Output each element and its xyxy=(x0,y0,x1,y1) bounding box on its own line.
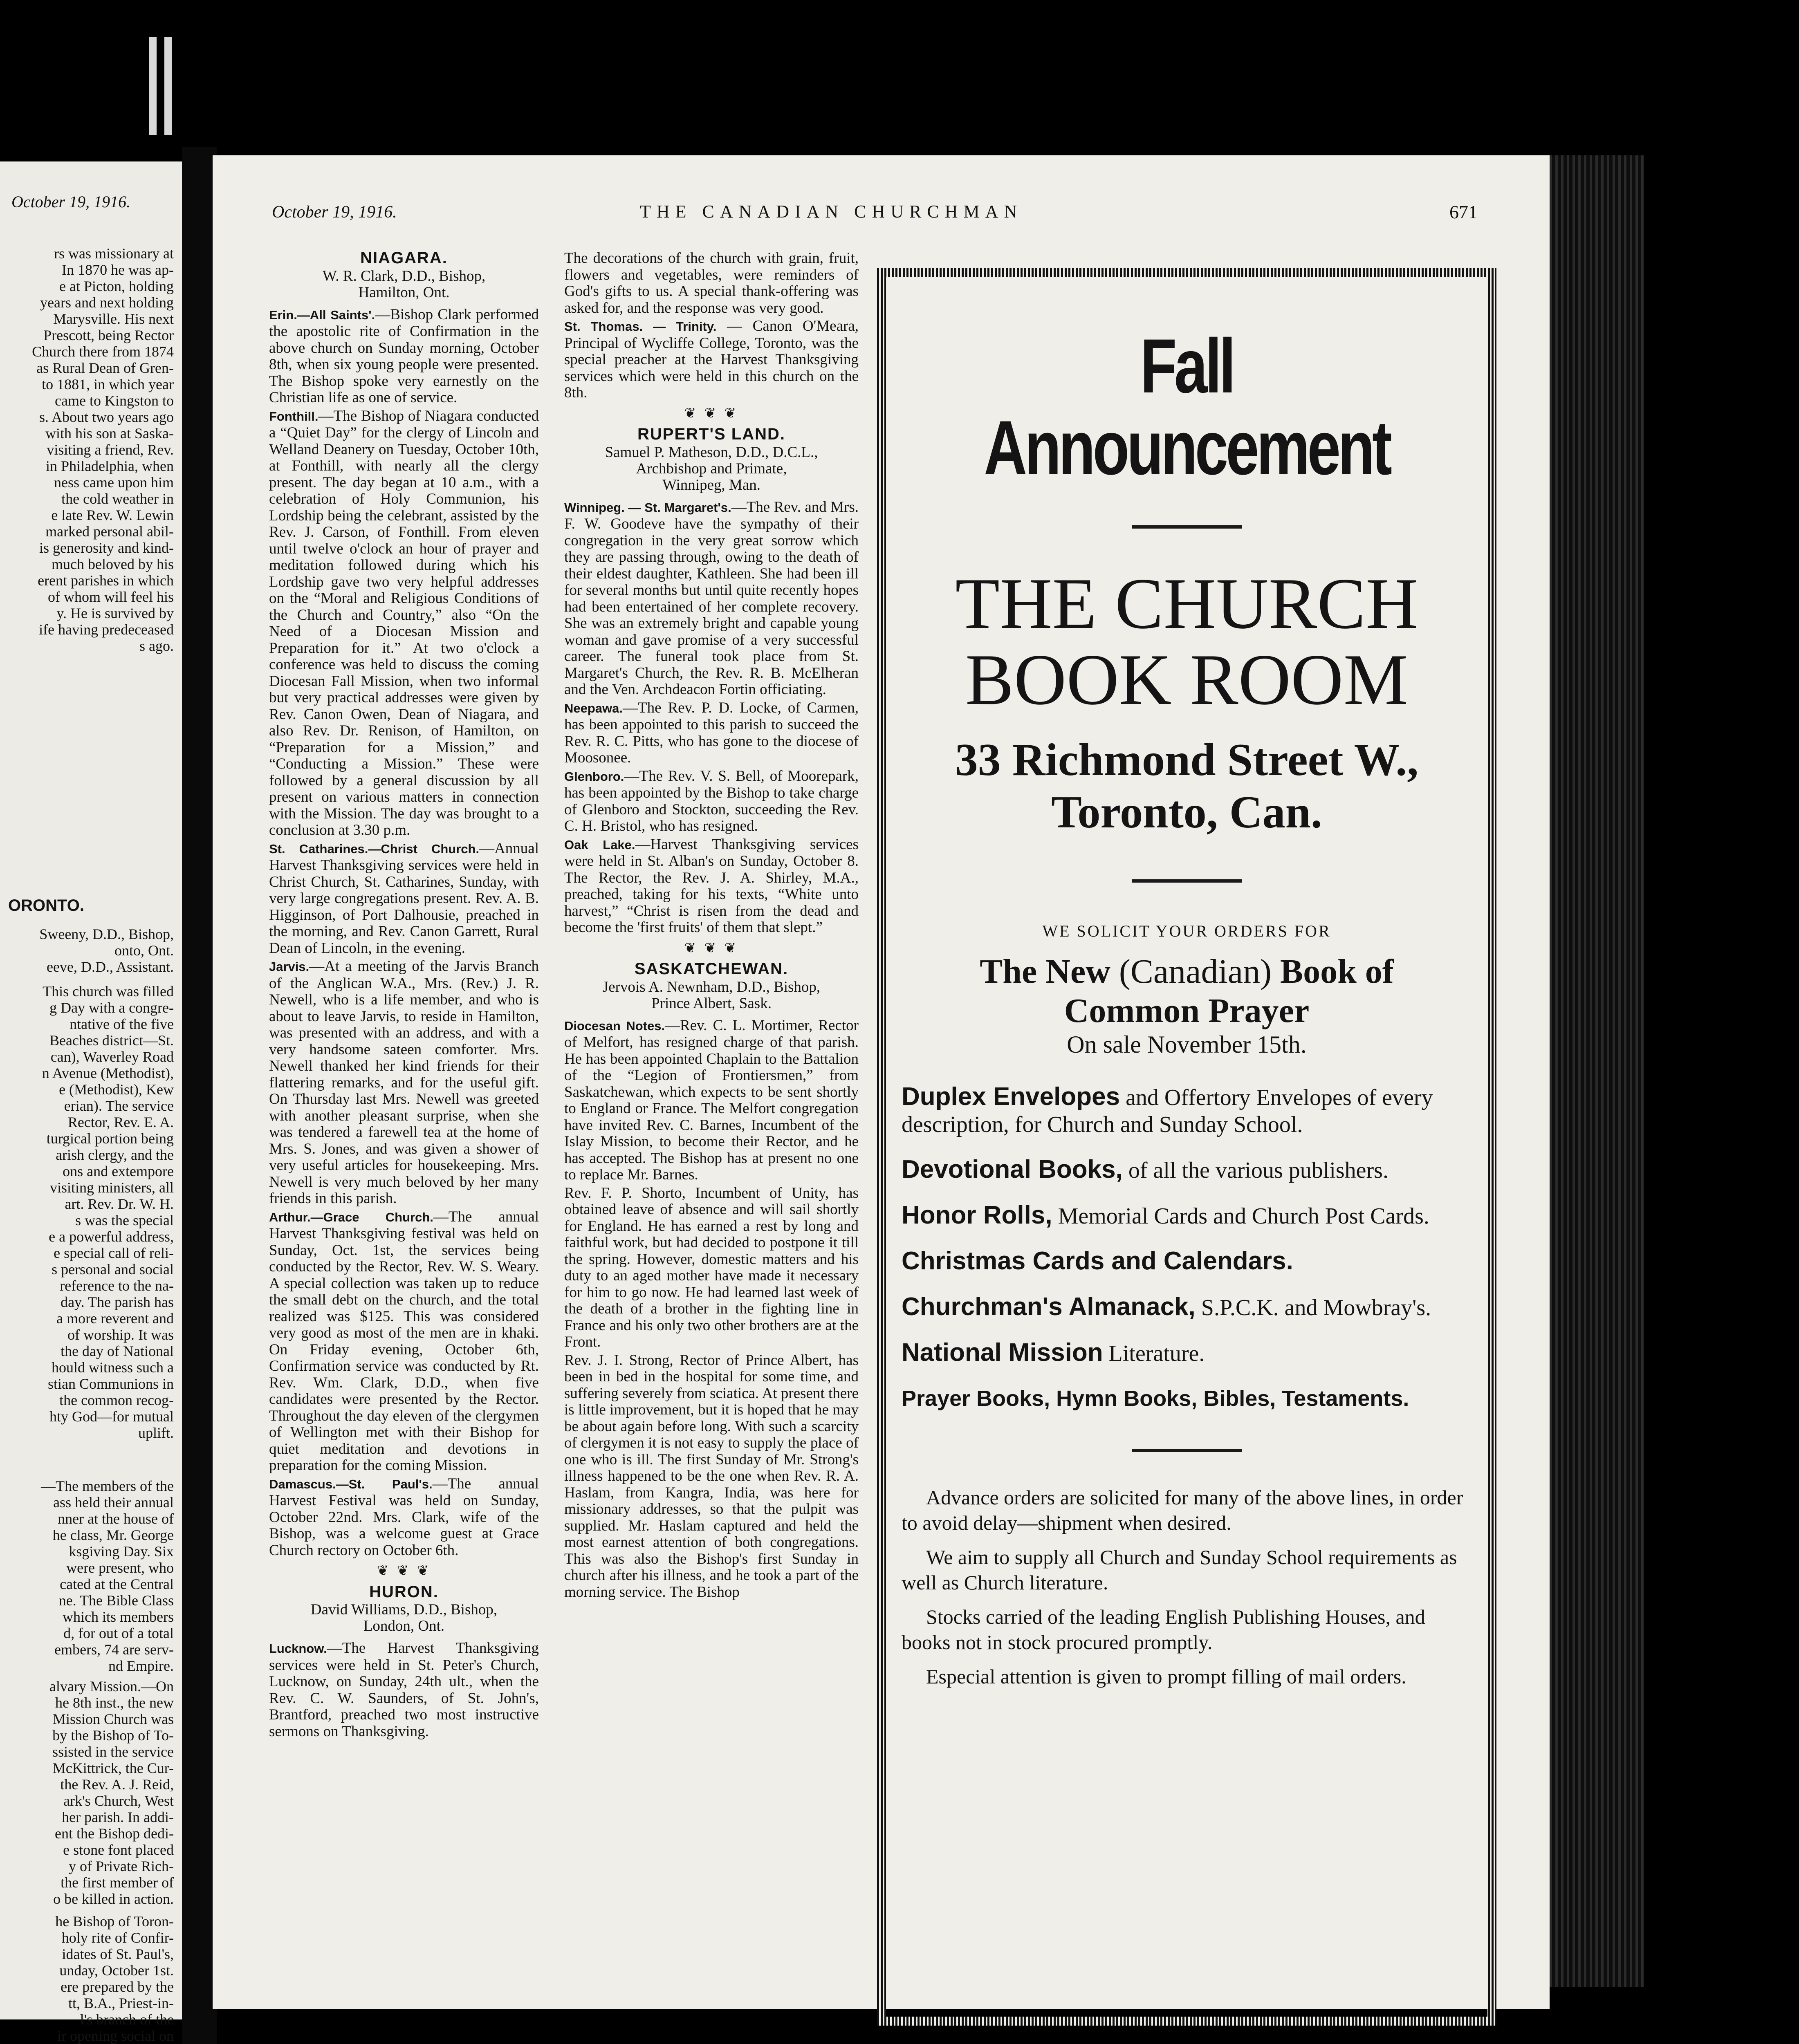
binding-bar xyxy=(164,37,172,135)
parish-note: Fonthill.—The Bishop of Niagara conducted a “Quiet Day” for the clergy of Lincoln and Welland Deanery on Tuesday, October 10th, at Fonthill, with nearly all the clergy present. The day began at 10 a.m., with a celebration of Holy Communion, his Lordship being the celebrant, assisted by the Rev. J. Carson, of Fonthill. From eleven until twelve o'clock an hour of prayer and meditation followed during which his Lordship gave two very helpful addresses on the “Moral and Religious Conditions of the Church and Country,” also “On the Need of a Diocesan Mission and Preparation for it.” At two o'clock a conference was held to discuss the coming Diocesan Fall Mission, when two informal but very practical addresses were given by Rev. Canon Owen, Dean of Niagara, and also Rev. Dr. Renison, of Hamilton, on “Preparation for a Mission,” and “Conducting a Mission.” These were followed by a general discussion by all present on various matters in connection with the Mission. The day was brought to a conclusion at 3.30 p.m. xyxy=(269,407,539,838)
parish-note: Neepawa.—The Rev. P. D. Locke, of Carmen, has been appointed to this parish to succeed the Rev. R. C. Pitts, who has gone to the diocese of Moosonee. xyxy=(564,699,859,766)
parish-note: Winnipeg. — St. Margaret's.—The Rev. and Mrs. F. W. Goodeve have the sympathy of their congregation in the very great sorrow which they are passing through, owing to the death of their eldest daughter, Kathleen. She had been ill for several months but until quite recently hopes had been entertained of her complete recovery. She was an extremely bright and capable young woman and gave promise of a very successful career. The funeral took place from St. Margaret's Church, the Rev. R. B. McElheran and the Ven. Archdeacon Fortin officiating. xyxy=(564,498,859,698)
section-ornament: ❦ ❦ ❦ xyxy=(684,940,739,956)
advert-headline: Fall Announcement xyxy=(984,323,1390,491)
issue-date: October 19, 1916. xyxy=(272,203,397,222)
bishop-byline: W. R. Clark, D.D., Bishop, Hamilton, Ont. xyxy=(322,267,486,301)
prayer-book-title: The New (Canadian) Book of xyxy=(980,953,1394,991)
parish-note: Arthur.—Grace Church.—The annual Harvest Thanksgiving festival was held on Sunday, Oct. 1st, the services being conducted by the Rector, Rev. W. S. Weary. A special collection was taken up to reduce the small debt on the church, and the total realized was $125. This was considered very good as most of the men are in khaki. On Friday evening, October 6th, Confirmation service was conducted by Rt. Rev. Wm. Clark, D.D., when five candidates were presented by the Rector. Throughout the day eleven of the clergymen of Wellington met with their Bishop for quiet meditation and devotions in preparation for the coming Mission. xyxy=(269,1208,539,1474)
diocese-heading: NIAGARA. xyxy=(360,249,448,267)
parish-note: Rev. F. P. Shorto, Incumbent of Unity, has obtained leave of absence and will sail shortly for England. He has earned a rest by long and faithful work, but had decided to postpone it till the spring. However, domestic matters and his duty to an aged mother have made it necessary for him to go now. He had learned last week of the death of a brother in the fighting line in France and his only two other brothers are at the Front. xyxy=(564,1184,859,1350)
page-number: 671 xyxy=(1449,202,1478,222)
previous-page-text: he Bishop of Toron- holy rite of Confir- idates of St. Paul's, unday, October 1st. ere prepared by the tt, B.A., Priest-in- l's branch of the ir opening social on xyxy=(55,1913,174,2044)
previous-page-text: rs was missionary at In 1870 he was ap- e at Picton, holding years and next holding Marysville. His next Prescott, being Rector Church there from 1874 as Rural Dean of Gren- to 1881, in which year came to Kingston to s. About two years ago with his son at Saska- visiting a friend, Rev. in Philadelphia, when ness came upon him the cold weather in e late Rev. W. Lewin marked personal abil- is generosity and kind- much beloved by his erent parishes in which of whom will feel his y. He is survived by ife having predeceased s ago. xyxy=(32,245,174,654)
advert-note: Especial attention is given to prompt filling of mail orders. xyxy=(926,1665,1406,1688)
product-item: Churchman's Almanack, S.P.C.K. and Mowbray's. xyxy=(902,1293,1431,1321)
article-column-2 xyxy=(564,250,859,1602)
parish-note: Rev. J. I. Strong, Rector of Prince Albert, has been in bed in the hospital for some time, and suffering severely from sciatica. At present there is little improvement, but it is hoped that he may be about again before long. With such a scarcity of clergymen it is not easy to supply the place of one who is ill. The first Sunday of Mr. Strong's illness happened to be the one when Rev. R. A. Haslam, from Kangra, India, was here for missionary addresses, so that the pulpit was supplied. Mr. Haslam captured and held the most earnest attention of both congregations. This was also the Bishop's first Sunday in church after his illness, and he took a part of the morning service. The Bishop xyxy=(564,1351,859,1600)
article-column-1 xyxy=(269,247,539,1741)
previous-page-fragment xyxy=(0,161,182,2044)
advert-rule xyxy=(1132,525,1242,529)
parish-note: Diocesan Notes.—Rev. C. L. Mortimer, Rector of Melfort, has resigned charge of that parish. He has been appointed Chaplain to the Battalion of the “Legion of Frontiersmen,” from Saskatchewan, which expects to be sent shortly to England or France. The Melfort congregation have invited Rev. C. Barnes, Incumbent of the Islay Mission, to become their Rector, and he has accepted. The Bishop has at present no one to replace Mr. Barnes. xyxy=(564,1017,859,1183)
product-item: Christmas Cards and Calendars. xyxy=(902,1247,1293,1275)
previous-page-text: This church was filled g Day with a congre- ntative of the five Beaches district—St. can), Waverley Road n Avenue (Methodist), e (Methodist), Kew erian). The service Rector, Rev. E. A. turgical portion being arish clergy, and the ons and extempore visiting ministers, all art. Rev. Dr. W. H. s was the special e a powerful address, e special call of reli- s personal and social reference to the na- day. The parish has a more reverent and of worship. It was the day of National hould witness such a stian Communions in the common recog- hty God—for mutual uplift. xyxy=(42,983,174,1441)
product-item: Devotional Books, of all the various publishers. xyxy=(902,1155,1389,1183)
masthead-title: THE CANADIAN CHURCHMAN xyxy=(640,202,1023,222)
parish-note: Lucknow.—The Harvest Thanksgiving services were held in St. Peter's Church, Lucknow, on Sunday, 24th ult., when the Rev. C. W. Saunders, of St. John's, Brantford, preached two most instructive sermons on Thanksgiving. xyxy=(269,1640,539,1740)
product-item: Prayer Books, Hymn Books, Bibles, Testaments. xyxy=(902,1386,1409,1411)
previous-page-text: —The members of the ass held their annual nner at the house of he class, Mr. George ksgiving Day. Six were present, who cated at the Central ne. The Bible Class which its members d, for out of a total embers, 74 are serv- nd Empire. xyxy=(41,1478,174,1674)
store-name: BOOK ROOM xyxy=(965,639,1408,720)
page-stack-edge xyxy=(1550,155,1644,1987)
advert-note: Advance orders are solicited for many of the above lines, in order to avoid delay—shipment when desired. xyxy=(902,1486,1463,1534)
product-list xyxy=(902,1083,1472,1412)
previous-page-date: October 19, 1916. xyxy=(11,193,131,211)
diocese-heading: HURON. xyxy=(369,1582,439,1601)
binding-bar xyxy=(149,37,157,135)
product-item: Duplex Envelopes and Offertory Envelopes of every description, for Church and Sunday School. xyxy=(902,1083,1433,1137)
solicit-line: WE SOLICIT YOUR ORDERS FOR xyxy=(1042,922,1331,940)
store-address: 33 Richmond Street W., xyxy=(955,735,1419,785)
section-ornament: ❦ ❦ ❦ xyxy=(684,406,739,421)
parish-note: Glenboro.—The Rev. V. S. Bell, of Moorepark, has been appointed by the Bishop to take charge of Glenboro and Stockton, succeeding the Rev. C. H. Bristol, who has resigned. xyxy=(564,767,859,834)
section-ornament: ❦ ❦ ❦ xyxy=(377,1563,431,1578)
product-item: Honor Rolls, Memorial Cards and Church Post Cards. xyxy=(902,1201,1429,1229)
prayer-book-title: Common Prayer xyxy=(1064,992,1310,1030)
advert-rule xyxy=(1132,879,1242,883)
bishop-byline: Jervois A. Newnham, D.D., Bishop, Prince Albert, Sask. xyxy=(602,978,821,1012)
parish-note: Erin.—All Saints'.—Bishop Clark performed the apostolic rite of Confirmation in the above church on Sunday morning, October 8th, when six young people were presented. The Bishop spoke very earnestly on the Christian life as one of service. xyxy=(269,306,539,406)
product-item: National Mission Literature. xyxy=(902,1338,1205,1367)
parish-note: Oak Lake.—Harvest Thanksgiving services were held in St. Alban's on Sunday, October 8. The Rector, the Rev. J. A. Shirley, M.A., preached, taking for his texts, “White unto harvest,” “Christ is risen from the dead and become the 'first fruits' of them that slept.” xyxy=(564,836,859,936)
parish-note: Damascus.—St. Paul's.—The annual Harvest Festival was held on Sunday, October 22nd. Mrs. Clark, wife of the Bishop, was a welcome guest at Grace Church rectory on October 6th. xyxy=(269,1475,539,1559)
diocese-heading: SASKATCHEWAN. xyxy=(634,960,789,978)
book-room-advertisement xyxy=(877,268,1496,2026)
diocese-heading: RUPERT'S LAND. xyxy=(637,425,785,443)
parish-note: St. Thomas. — Trinity. — Canon O'Meara, Principal of Wycliffe College, Toronto, was the special preacher at the Harvest Thanksgiving services which were held in this church on the 8th. xyxy=(564,318,859,401)
previous-page-text: alvary Mission.—On he 8th inst., the new Mission Church was by the Bishop of To- ssisted in the service McKittrick, the Cur- the Rev. A. J. Reid, ark's Church, West her parish. In addi- ent the Bishop dedi- e stone font placed y of Private Rich- the first member of o be killed in action. xyxy=(49,1678,174,1907)
store-name: THE CHURCH xyxy=(955,563,1418,644)
previous-page-text: Sweeny, D.D., Bishop, onto, Ont. eeve, D.D., Assistant. xyxy=(39,926,174,975)
bishop-byline: David Williams, D.D., Bishop, London, Ont. xyxy=(310,1601,498,1634)
advert-rule xyxy=(1132,1449,1242,1452)
previous-page-heading: ORONTO. xyxy=(8,896,84,914)
parish-note: St. Catharines.—Christ Church.—Annual Harvest Thanksgiving services were held in Christ Church, St. Catharines, Sunday, with very large congregations present. Rev. A. B. Higginson, of Port Dalhousie, preached in the morning, and Rev. Canon Garrett, Rural Dean of Lincoln, in the evening. xyxy=(269,840,539,957)
advert-note: We aim to supply all Church and Sunday School requirements as well as Church literature. xyxy=(902,1546,1457,1594)
bishop-byline: Samuel P. Matheson, D.D., D.C.L., Archbishop and Primate, Winnipeg, Man. xyxy=(605,444,818,493)
on-sale-date: On sale November 15th. xyxy=(1067,1031,1307,1058)
page-gutter xyxy=(182,147,217,2044)
parish-note: Jarvis.—At a meeting of the Jarvis Branch of the Anglican W.A., Mrs. (Rev.) J. R. Newell, who is a life member, and who is about to leave Jarvis, to reside in Hamilton, was presented with an address, and with a very handsome sateen comforter. Mrs. Newell thanked her kind friends for their flattering remarks, and for the useful gift. On Thursday last Mrs. Newell was greeted with another pleasant surprise, when she was tendered a farewell tea at the home of Mrs. S. Jones, and was given a shower of very useful articles for housekeeping. Mrs. Newell is very much beloved by her many friends in this parish. xyxy=(269,958,539,1207)
advert-content xyxy=(902,325,1472,1689)
store-address: Toronto, Can. xyxy=(1051,787,1322,838)
parish-note: The decorations of the church with grain, fruit, flowers and vegetables, were reminders of God's gifts to us. A special thank-offering was asked for, and the response was very good. xyxy=(564,250,859,316)
advert-note: Stocks carried of the leading English Publishing Houses, and books not in stock procured promptly. xyxy=(902,1605,1425,1654)
